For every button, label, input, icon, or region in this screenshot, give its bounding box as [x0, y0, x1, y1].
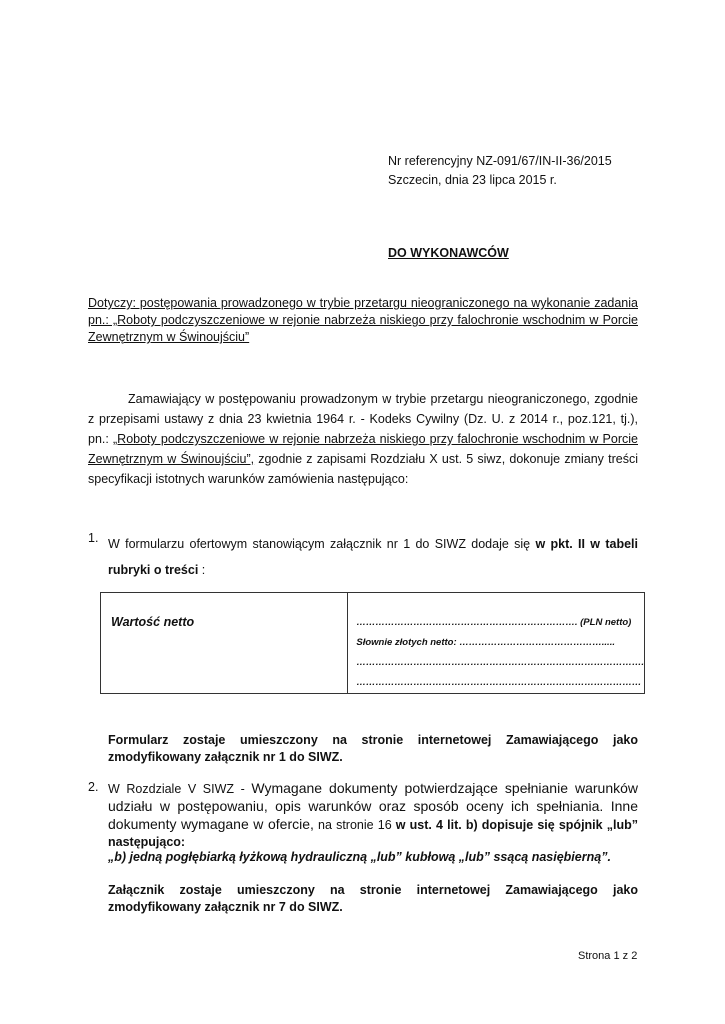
form7-note: Załącznik zostaje umieszczony na stronie internetowej Zamawiającego jako zmodyfikowany załącznik nr 7 do SIWZ. — [108, 883, 638, 914]
form1-note: Formularz zostaje umieszczony na stronie internetowej Zamawiającego jako zmodyfikowany załącznik nr 1 do SIWZ. — [108, 733, 638, 764]
item1-suffix: : — [198, 563, 206, 577]
value-line-4: ……………………………………………………………………………… — [356, 677, 642, 688]
intro-task-name: „Roboty podczyszczeniowe w rejonie nabrzeża niskiego przy falochronie wschodnim w Porcie Zewnętrznym w Świnoujściu”, — [88, 432, 638, 466]
place-date: Szczecin, dnia 23 lipca 2015 r. — [388, 173, 557, 187]
item2-page-ref: na stronie 16 — [313, 818, 396, 832]
item2-prefix: W Rozdziale V SIWZ - — [108, 782, 252, 796]
intro-paragraph — [88, 389, 638, 489]
list-item-1 — [88, 531, 638, 583]
value-line-1: ……………………………………………………………. (PLN netto) — [356, 617, 632, 628]
reference-number: Nr referencyjny NZ-091/67/IN-II-36/2015 — [388, 154, 612, 168]
list-item-number: 2. — [88, 780, 99, 794]
intro-part2: zgodnie z zapisami Rozdziału X ust. 5 siwz, dokonuje zmiany treści specyfikacji istotnych warunków zamówienia następująco: — [88, 452, 638, 486]
item1-bold-text: w pkt. II w tabeli rubryki o treści — [108, 537, 638, 577]
page-footer: Strona 1 z 2 — [578, 950, 638, 962]
value-table — [100, 592, 645, 694]
item1-text: W formularzu ofertowym stanowiącym załącznik nr 1 do SIWZ dodaje się — [108, 537, 536, 551]
amended-quote: „b) jedną pogłębiarką łyżkową hydrauliczną „lub” kubłową „lub” ssącą nasiębierną”. — [108, 850, 611, 864]
list-item-2 — [88, 780, 638, 851]
value-label: Wartość netto — [101, 593, 348, 694]
item2-heading: Wymagane dokumenty potwierdzające spełnianie warunków udziału w postępowaniu, opis warunków oraz sposób oceny ich spełniania. Inne dokumenty wymagane w ofercie, — [108, 780, 639, 832]
value-fill-cell — [348, 593, 645, 694]
document-title: DO WYKONAWCÓW — [388, 246, 509, 260]
subject-line: Dotyczy: postępowania prowadzonego w trybie przetargu nieograniczonego na wykonanie zadania pn.: „Roboty podczyszczeniowe w rejonie nabrzeża niskiego przy falochronie wschodnim w Porcie Zewnętrznym w Świnoujściu” — [88, 296, 638, 344]
value-line-2: Słownie złotych netto: ………………………………………..... — [356, 637, 615, 648]
value-line-3: ………………………………………………………………………………. — [356, 657, 644, 668]
intro-part1: Zamawiający w postępowaniu prowadzonym w trybie przetargu nieograniczonego, zgodnie z przepisami ustawy z dnia 23 kwietnia 1964 r. - Kodeks Cywilny (Dz. U. z 2014 r., poz.121, tj.), pn.: — [88, 392, 638, 446]
list-item-number: 1. — [88, 531, 99, 545]
reference-block — [388, 152, 612, 190]
item2-bold-text: w ust. 4 lit. b) dopisuje się spójnik „lub” następująco: — [108, 818, 638, 849]
